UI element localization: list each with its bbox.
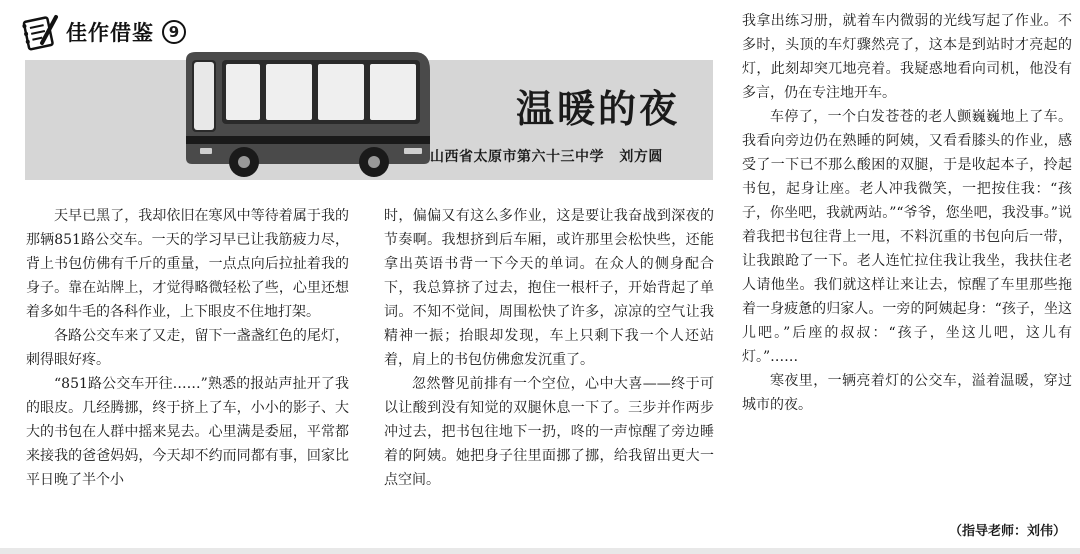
- paragraph: 我拿出练习册，就着车内微弱的光线写起了作业。不多时，头顶的车灯骤然亮了，这本是到站时才亮起的灯，此刻却突兀地亮着。我疑惑地看向司机，他没有多言，仍在专注地开车。: [742, 13, 1072, 101]
- paragraph: 各路公交车来了又走，留下一盏盏红色的尾灯，刺得眼好疼。: [26, 328, 349, 368]
- bottom-rule: [0, 548, 1080, 554]
- paragraph: 寒夜里，一辆亮着灯的公交车，溢着温暖，穿过城市的夜。: [742, 373, 1072, 413]
- text-column-1: [26, 204, 349, 492]
- column-name: 佳作借鉴: [66, 21, 154, 45]
- paragraph: 天早已黑了，我却依旧在寒风中等待着属于我的那辆851路公交车。一天的学习早已让我筋疲力尽，背上书包仿佛有千斤的重量，一点点向后拉扯着我的身子。靠在站牌上，才觉得略微轻松了些，心里还想着多如牛毛的各科作业，上下眼皮不住地打架。: [26, 208, 349, 320]
- paragraph: 忽然瞥见前排有一个空位，心中大喜——终于可以让酸到没有知觉的双腿休息一下了。三步并作两步冲过去，把书包往地下一扔，咚的一声惊醒了旁边睡着的阿姨。她把身子往里面挪了挪，给我留出更大一点空间。: [384, 376, 714, 488]
- text-column-3: [742, 9, 1072, 417]
- column-tag: [20, 12, 186, 52]
- teacher-note: （指导老师：刘伟）: [948, 524, 1066, 539]
- paragraph: 车停了，一个白发苍苍的老人颤巍巍地上了车。我看向旁边仍在熟睡的阿姨，又看看膝头的作业，感受了一下已不那么酸困的双腿，于是收起本子，拎起书包，起身让座。老人冲我微笑，一把按住我：“孩子，你坐吧，我就两站。”“爷爷，您坐吧，我没事。”说着我把书包往背上一甩，不料沉重的书包向后一带，让我踉跄了一下。老人连忙拉住我让我坐，我扶住老人请他坐。我们就这样让来让去，惊醒了车里那些拖着一身疲惫的归家人。一旁的阿姨起身：“孩子，坐这儿吧。”后座的叔叔：“孩子，坐这儿吧，这儿有灯。”……: [742, 109, 1072, 365]
- author-line: 山西省太原市第六十三中学 刘方圆: [430, 149, 663, 165]
- bus-icon: [178, 50, 434, 178]
- paragraph: “851路公交车开往……”熟悉的报站声扯开了我的眼皮。几经腾挪，终于挤上了车，小小的影子、大大的书包在人群中摇来晃去。心里满是委屈，平常都来接我的爸爸妈妈，今天却不约而同都有事，回家比平日晚了半个小: [26, 376, 349, 488]
- notebook-pen-icon: [20, 13, 60, 51]
- article-title: 温暖的夜: [516, 86, 681, 131]
- paragraph: 时，偏偏又有这么多作业，这是要让我奋战到深夜的节奏啊。我想挤到后车厢，或许那里会松快些，还能拿出英语书背一下今天的单词。在众人的侧身配合下，我总算挤了过去，抱住一根杆子，开始背起了单词。不知不觉间，周围松快了许多，凉凉的空气让我精神一振；抬眼却发现，车上只剩下我一个人还站着，肩上的书包仿佛愈发沉重了。: [384, 208, 714, 368]
- text-column-2: [384, 204, 714, 492]
- column-number-badge: 9: [162, 20, 186, 44]
